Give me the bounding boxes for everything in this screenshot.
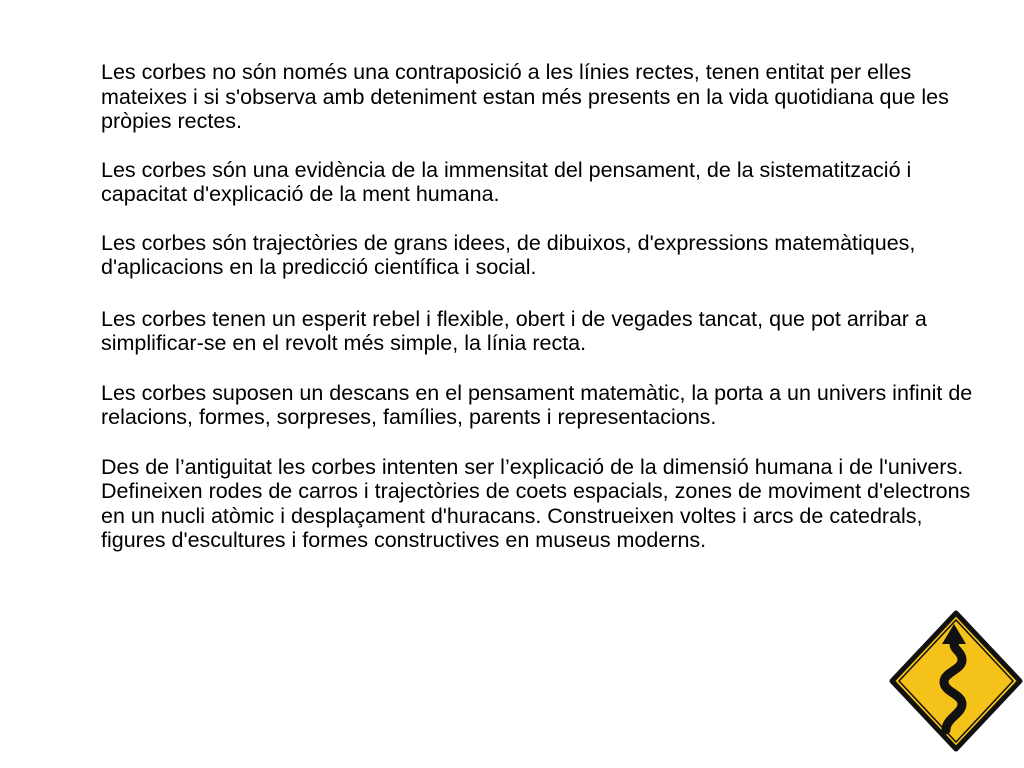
paragraph-6: Des de l’antiguitat les corbes intenten ser l’explicació de la dimensió humana i de l'univers. Defineixen rodes de carros i trajectòries de coets espacials, zones de moviment d'electrons en un nucli atòmic i desplaçament d'huracans. Construeixen voltes i arcs de catedrals, figures d'escultures i formes constructives en museus moderns.	[101, 454, 971, 552]
text-block	[101, 60, 981, 553]
paragraph-5: Les corbes suposen un descans en el pensament matemàtic, la porta a un univers infinit de relacions, formes, sorpreses, famílies, parents i representacions.	[101, 380, 973, 429]
winding-road-sign-icon	[888, 610, 1024, 752]
paragraph-2: Les corbes són una evidència de la immensitat del pensament, de la sistematització i capacitat d'explicació de la ment humana.	[101, 157, 912, 206]
paragraph-1: Les corbes no són només una contraposició a les línies rectes, tenen entitat per elles mateixes i si s'observa amb deteniment estan més presents en la vida quotidiana que les pròpies rectes.	[101, 60, 949, 133]
paragraph-3: Les corbes són trajectòries de grans idees, de dibuixos, d'expressions matemàtiques, d'aplicacions en la predicció científica i social.	[101, 230, 916, 279]
paragraph-4: Les corbes tenen un esperit rebel i flexible, obert i de vegades tancat, que pot arribar a simplificar-se en el revolt més simple, la línia recta.	[101, 306, 927, 355]
